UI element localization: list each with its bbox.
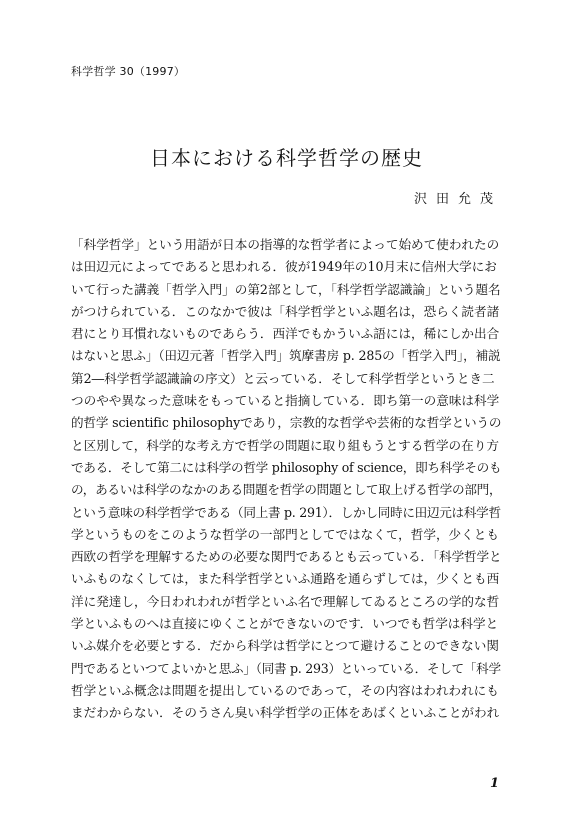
body-line: いて行った講義「哲学入門」の第2部として，「科学哲学認識論」という題名 [71,281,501,297]
body-line: いふものなくしては，また科学哲学といふ通路を通らずしては，少くとも西 [71,571,500,587]
body-line: 第2―科学哲学認識論の序文）と云っている．そして科学哲学というとき二 [71,370,495,386]
body-line: 西欧の哲学を理解するための必要な関門であるとも云っている．「科学哲学と [71,549,502,565]
body-line: つのやや異なった意味をもっていると指摘している．即ち第一の意味は科学 [71,393,500,409]
body-line: 君にとり耳慣れないものであらう．西洋でもかういふ語には，稀にしか出合 [71,326,500,342]
body-line: という意味の科学哲学である（同上書 p. 291）．しかし同時に田辺元は科学哲 [71,504,501,520]
author-name: 沢田允茂 [413,192,502,207]
body-line: 学というものをこのような哲学の一部門としてではなくて，哲学，少くとも [71,526,499,542]
body-line: まだわからない．そのうさん臭い科学哲学の正体をあばくといふことがわれ [71,705,500,721]
article-title: 日本における科学哲学の歴史 [150,146,423,170]
body-text [71,234,501,725]
body-line: はないと思ふ」（田辺元著「哲学入門」筑摩書房 p. 285の「哲学入門」，補説 [71,348,501,364]
body-line: 「科学哲学」という用語が日本の指導的な哲学者によって始めて使われたの [71,237,500,252]
body-line: 哲学といふ概念は問題を提出しているのであって，その内容はわれわれにも [71,682,499,698]
body-line: 洋に発達し，今日われわれが哲学といふ名で理解してゐるところの学的な哲 [71,593,500,609]
body-line: 門であるといつてよいかと思ふ」（同書 p. 293）といっている．そして「科学 [71,660,501,676]
page-number: 1 [489,776,499,791]
body-line: 的哲学 scientific philosophyであり，宗教的な哲学や芸術的な哲学というの [71,415,502,431]
body-line: の，あるいは科学のなかのある問題を哲学の問題として取上げる哲学の部門， [71,482,502,498]
body-line: がつけられている．このなかで彼は「科学哲学といふ題名は，恐らく読者諸 [71,303,500,319]
journal-header: 科学哲学 30（1997） [71,65,186,78]
body-line: いふ媒介を必要とする．だから科学は哲学にとつて避けることのできない関 [71,638,499,654]
body-line: である．そして第二には科学の哲学 philosophy of science，即ち科学そのも [71,459,502,475]
body-line: 学といふものへは直接にゆくことができないのです．いつでも哲学は科学と [71,616,499,632]
body-line: と区別して，科学的な考え方で哲学の問題に取り組もうとする哲学の在り方 [71,437,499,453]
body-line: は田辺元によってであると思われる．彼が1949年の10月末に信州大学にお [71,259,497,275]
